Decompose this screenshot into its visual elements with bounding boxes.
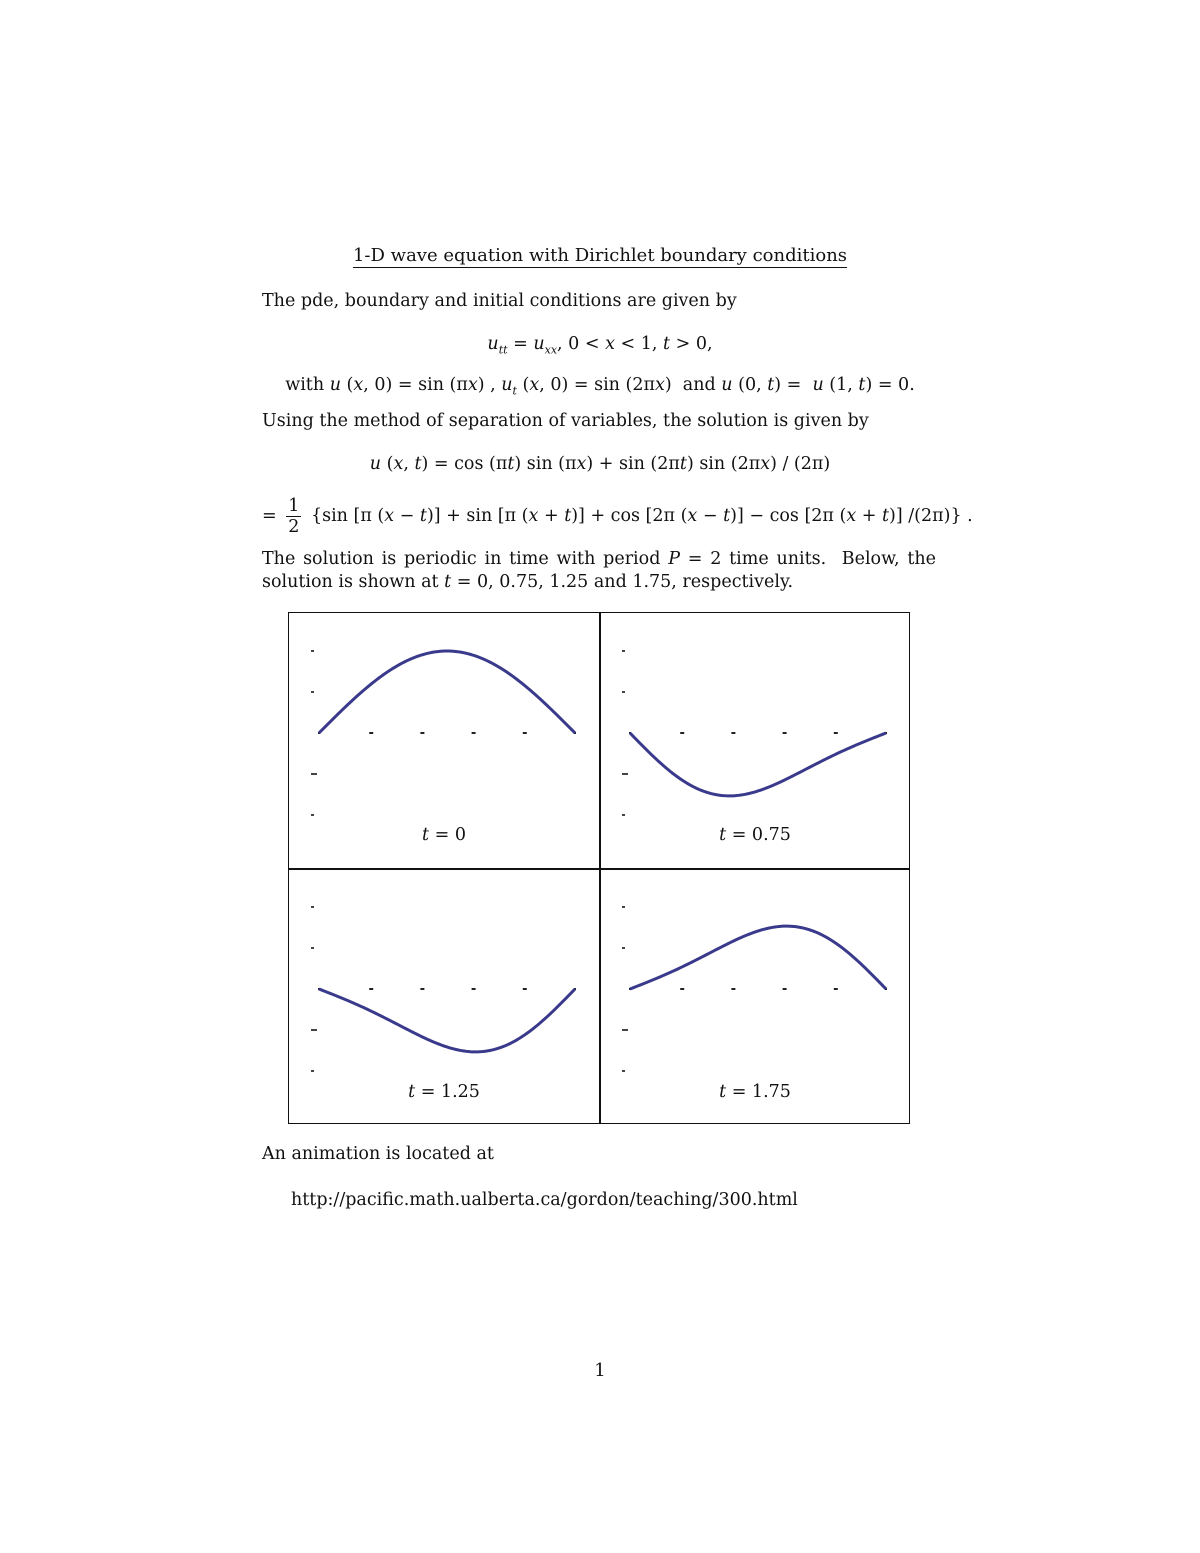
y-tick-mark	[622, 906, 625, 908]
x-tick-mark	[834, 732, 838, 734]
y-tick-mark	[311, 814, 314, 816]
solution-curve-t0	[319, 651, 575, 733]
conditions-equation: with u (x, 0) = sin (πx) , $u_t$ (x, 0) = sin (2πx) and u (0, t) = u (1, t) = 0.	[285, 375, 915, 398]
y-tick-mark	[311, 773, 317, 775]
x-tick-mark	[680, 988, 684, 990]
y-tick-mark	[622, 1029, 628, 1031]
y-tick-mark	[311, 947, 314, 949]
solution-curve-t075	[630, 733, 886, 796]
x-tick-mark	[523, 732, 527, 734]
solution-line-1: u (x, t) = cos (πt) sin (πx) + sin (2πt) sin (2πx) / (2π)	[369, 454, 831, 474]
y-tick-mark	[311, 1070, 314, 1072]
panel-label-t125: t = 1.25	[408, 1082, 480, 1102]
method-text: Using the method of separation of variables, the solution is given by	[262, 411, 869, 431]
solution-curve-t175	[630, 926, 886, 989]
x-tick-mark	[523, 988, 527, 990]
y-tick-mark	[622, 691, 625, 693]
y-tick-mark	[311, 906, 314, 908]
x-tick-mark	[369, 732, 373, 734]
page-number: 1	[594, 1360, 606, 1381]
x-tick-mark	[731, 988, 735, 990]
solution-plot-grid	[288, 612, 910, 1124]
y-tick-mark	[622, 650, 625, 652]
period-text-1: The solution is periodic in time with period P = 2 time units. Below, the	[262, 549, 936, 569]
y-tick-mark	[311, 691, 314, 693]
period-text-2: solution is shown at t = 0, 0.75, 1.25 and 1.75, respectively.	[262, 572, 794, 592]
x-tick-mark	[472, 988, 476, 990]
page-title: 1-D wave equation with Dirichlet boundary conditions	[352, 245, 848, 266]
x-tick-mark	[420, 732, 424, 734]
panel-label-t075: t = 0.75	[719, 825, 791, 845]
one-half-fraction: $\frac{1}{2}$	[288, 496, 300, 537]
solution-line-2: = $\frac{1}{2}$ {sin [π (x − t)] + sin [π (x + t)] + cos [2π (x − t)] − cos [2π (x + t)] /(2π)} .	[262, 496, 973, 537]
y-tick-mark	[622, 947, 625, 949]
x-tick-mark	[783, 988, 787, 990]
x-tick-mark	[783, 732, 787, 734]
y-tick-mark	[622, 1070, 625, 1072]
intro-text: The pde, boundary and initial conditions are given by	[262, 291, 737, 311]
x-tick-mark	[472, 732, 476, 734]
pde-equation: $u_{tt} = u_{xx}$, 0 < x < 1, t > 0,	[487, 334, 713, 357]
x-tick-mark	[731, 732, 735, 734]
y-tick-mark	[311, 1029, 317, 1031]
y-tick-mark	[622, 773, 628, 775]
x-tick-mark	[834, 988, 838, 990]
y-tick-mark	[622, 814, 625, 816]
panel-label-t0: t = 0	[422, 825, 466, 845]
animation-text: An animation is located at	[262, 1144, 494, 1164]
x-tick-mark	[680, 732, 684, 734]
animation-url[interactable]: http://pacific.math.ualberta.ca/gordon/teaching/300.html	[291, 1190, 798, 1210]
panel-label-t175: t = 1.75	[719, 1082, 791, 1102]
x-tick-mark	[420, 988, 424, 990]
x-tick-mark	[369, 988, 373, 990]
y-tick-mark	[311, 650, 314, 652]
solution-curve-t125	[319, 989, 575, 1052]
